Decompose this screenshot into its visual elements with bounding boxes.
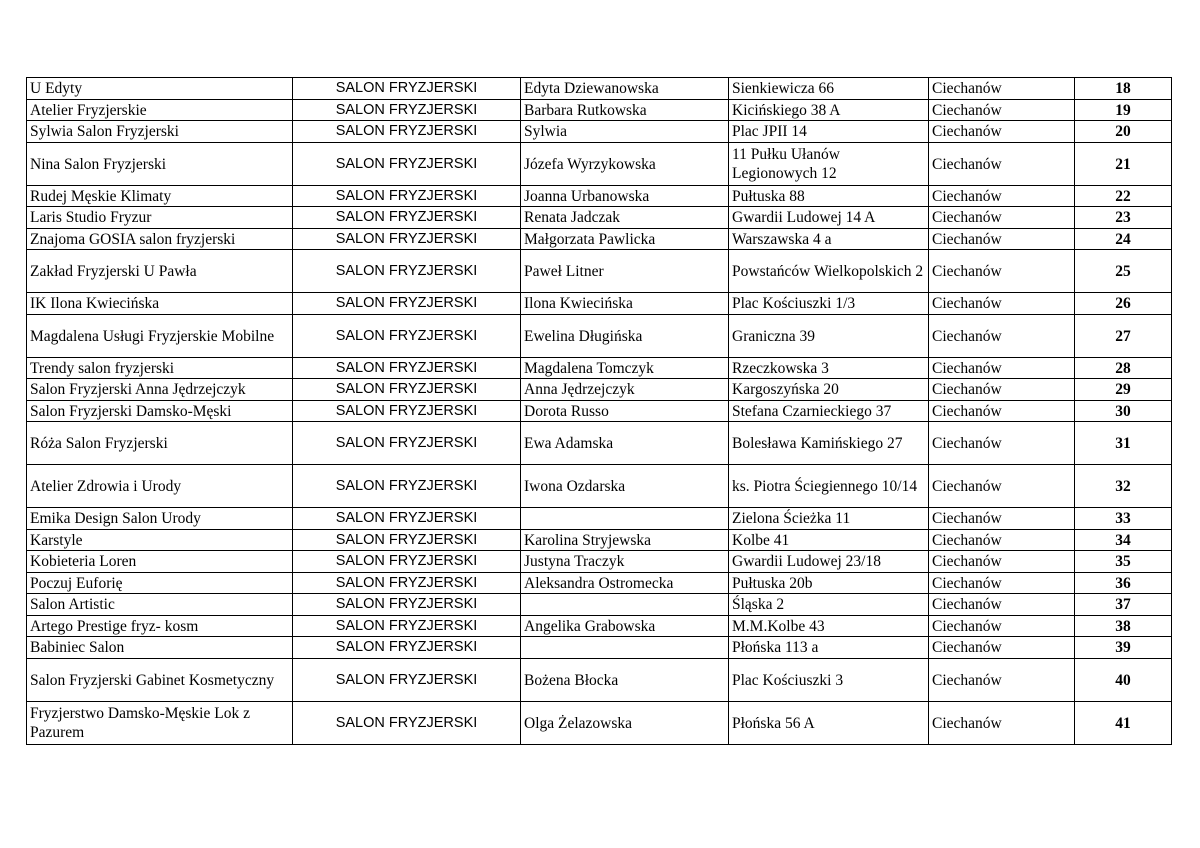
table-row xyxy=(27,701,1172,744)
owner-cell: Paweł Litner xyxy=(521,250,729,293)
salon-type-cell: SALON FRYZJERSKI xyxy=(293,314,521,357)
city-cell: Ciechanów xyxy=(929,379,1075,401)
city-cell: Ciechanów xyxy=(929,529,1075,551)
salon-type-cell: SALON FRYZJERSKI xyxy=(293,121,521,143)
address-cell: Plac Kościuszki 1/3 xyxy=(729,293,929,315)
salon-name-cell: Artego Prestige fryz- kosm xyxy=(27,615,293,637)
address-cell: Gwardii Ludowej 23/18 xyxy=(729,551,929,573)
number-cell: 27 xyxy=(1075,314,1172,357)
number-cell: 40 xyxy=(1075,658,1172,701)
city-cell: Ciechanów xyxy=(929,207,1075,229)
number-cell: 18 xyxy=(1075,78,1172,100)
city-cell: Ciechanów xyxy=(929,250,1075,293)
salon-type-cell: SALON FRYZJERSKI xyxy=(293,99,521,121)
number-cell: 26 xyxy=(1075,293,1172,315)
address-cell: Gwardii Ludowej 14 A xyxy=(729,207,929,229)
address-cell: Powstańców Wielkopolskich 2 xyxy=(729,250,929,293)
number-cell: 19 xyxy=(1075,99,1172,121)
address-cell: 11 Pułku Ułanów Legionowych 12 xyxy=(729,142,929,185)
salon-name-cell: U Edyty xyxy=(27,78,293,100)
number-cell: 31 xyxy=(1075,422,1172,465)
city-cell: Ciechanów xyxy=(929,400,1075,422)
address-cell: Kargoszyńska 20 xyxy=(729,379,929,401)
table-row xyxy=(27,185,1172,207)
number-cell: 24 xyxy=(1075,228,1172,250)
number-cell: 25 xyxy=(1075,250,1172,293)
city-cell: Ciechanów xyxy=(929,508,1075,530)
address-cell: ks. Piotra Ściegiennego 10/14 xyxy=(729,465,929,508)
table-row xyxy=(27,379,1172,401)
address-cell: Kicińskiego 38 A xyxy=(729,99,929,121)
salon-type-cell: SALON FRYZJERSKI xyxy=(293,465,521,508)
number-cell: 29 xyxy=(1075,379,1172,401)
owner-cell: Magdalena Tomczyk xyxy=(521,357,729,379)
city-cell: Ciechanów xyxy=(929,658,1075,701)
city-cell: Ciechanów xyxy=(929,572,1075,594)
city-cell: Ciechanów xyxy=(929,185,1075,207)
address-cell: Plac JPII 14 xyxy=(729,121,929,143)
address-cell: Płońska 56 A xyxy=(729,701,929,744)
city-cell: Ciechanów xyxy=(929,615,1075,637)
owner-cell: Edyta Dziewanowska xyxy=(521,78,729,100)
owner-cell: Iwona Ozdarska xyxy=(521,465,729,508)
address-cell: Warszawska 4 a xyxy=(729,228,929,250)
table-row xyxy=(27,594,1172,616)
address-cell: Kolbe 41 xyxy=(729,529,929,551)
owner-cell: Dorota Russo xyxy=(521,400,729,422)
number-cell: 28 xyxy=(1075,357,1172,379)
owner-cell: Barbara Rutkowska xyxy=(521,99,729,121)
table-row xyxy=(27,551,1172,573)
owner-cell: Anna Jędrzejczyk xyxy=(521,379,729,401)
salon-type-cell: SALON FRYZJERSKI xyxy=(293,551,521,573)
salon-name-cell: Karstyle xyxy=(27,529,293,551)
salon-name-cell: Trendy salon fryzjerski xyxy=(27,357,293,379)
salon-table-body xyxy=(27,78,1172,745)
owner-cell: Małgorzata Pawlicka xyxy=(521,228,729,250)
address-cell: M.M.Kolbe 43 xyxy=(729,615,929,637)
table-row xyxy=(27,121,1172,143)
city-cell: Ciechanów xyxy=(929,594,1075,616)
number-cell: 21 xyxy=(1075,142,1172,185)
salon-name-cell: Salon Artistic xyxy=(27,594,293,616)
salon-name-cell: Salon Fryzjerski Damsko-Męski xyxy=(27,400,293,422)
number-cell: 38 xyxy=(1075,615,1172,637)
address-cell: Rzeczkowska 3 xyxy=(729,357,929,379)
salon-name-cell: Salon Fryzjerski Anna Jędrzejczyk xyxy=(27,379,293,401)
table-row xyxy=(27,314,1172,357)
salon-name-cell: Fryzjerstwo Damsko-Męskie Lok z Pazurem xyxy=(27,701,293,744)
salon-name-cell: Babiniec Salon xyxy=(27,637,293,659)
city-cell: Ciechanów xyxy=(929,228,1075,250)
address-cell: Zielona Ścieżka 11 xyxy=(729,508,929,530)
owner-cell: Ewelina Długińska xyxy=(521,314,729,357)
city-cell: Ciechanów xyxy=(929,99,1075,121)
salon-type-cell: SALON FRYZJERSKI xyxy=(293,594,521,616)
salon-type-cell: SALON FRYZJERSKI xyxy=(293,400,521,422)
table-row xyxy=(27,78,1172,100)
table-row xyxy=(27,615,1172,637)
owner-cell xyxy=(521,594,729,616)
number-cell: 30 xyxy=(1075,400,1172,422)
city-cell: Ciechanów xyxy=(929,357,1075,379)
owner-cell: Renata Jadczak xyxy=(521,207,729,229)
table-row xyxy=(27,529,1172,551)
salon-type-cell: SALON FRYZJERSKI xyxy=(293,658,521,701)
salon-type-cell: SALON FRYZJERSKI xyxy=(293,422,521,465)
salon-type-cell: SALON FRYZJERSKI xyxy=(293,379,521,401)
number-cell: 37 xyxy=(1075,594,1172,616)
number-cell: 41 xyxy=(1075,701,1172,744)
salon-name-cell: Nina Salon Fryzjerski xyxy=(27,142,293,185)
salon-name-cell: Kobieteria Loren xyxy=(27,551,293,573)
city-cell: Ciechanów xyxy=(929,701,1075,744)
owner-cell: Aleksandra Ostromecka xyxy=(521,572,729,594)
table-row xyxy=(27,422,1172,465)
salon-type-cell: SALON FRYZJERSKI xyxy=(293,357,521,379)
number-cell: 39 xyxy=(1075,637,1172,659)
salon-name-cell: Poczuj Euforię xyxy=(27,572,293,594)
owner-cell: Angelika Grabowska xyxy=(521,615,729,637)
salon-type-cell: SALON FRYZJERSKI xyxy=(293,185,521,207)
table-row xyxy=(27,400,1172,422)
address-cell: Płońska 113 a xyxy=(729,637,929,659)
table-row xyxy=(27,637,1172,659)
salon-type-cell: SALON FRYZJERSKI xyxy=(293,637,521,659)
city-cell: Ciechanów xyxy=(929,465,1075,508)
salon-type-cell: SALON FRYZJERSKI xyxy=(293,293,521,315)
owner-cell xyxy=(521,637,729,659)
city-cell: Ciechanów xyxy=(929,78,1075,100)
table-row xyxy=(27,357,1172,379)
table-row xyxy=(27,293,1172,315)
number-cell: 22 xyxy=(1075,185,1172,207)
salon-type-cell: SALON FRYZJERSKI xyxy=(293,228,521,250)
salon-type-cell: SALON FRYZJERSKI xyxy=(293,508,521,530)
owner-cell: Ewa Adamska xyxy=(521,422,729,465)
salon-name-cell: Magdalena Usługi Fryzjerskie Mobilne xyxy=(27,314,293,357)
salon-type-cell: SALON FRYZJERSKI xyxy=(293,701,521,744)
salon-type-cell: SALON FRYZJERSKI xyxy=(293,78,521,100)
address-cell: Bolesława Kamińskiego 27 xyxy=(729,422,929,465)
city-cell: Ciechanów xyxy=(929,551,1075,573)
owner-cell: Karolina Stryjewska xyxy=(521,529,729,551)
number-cell: 36 xyxy=(1075,572,1172,594)
address-cell: Sienkiewicza 66 xyxy=(729,78,929,100)
salon-name-cell: IK Ilona Kwiecińska xyxy=(27,293,293,315)
owner-cell: Justyna Traczyk xyxy=(521,551,729,573)
owner-cell: Józefa Wyrzykowska xyxy=(521,142,729,185)
city-cell: Ciechanów xyxy=(929,293,1075,315)
address-cell: Plac Kościuszki 3 xyxy=(729,658,929,701)
table-row xyxy=(27,572,1172,594)
table-row xyxy=(27,250,1172,293)
owner-cell: Olga Żelazowska xyxy=(521,701,729,744)
number-cell: 34 xyxy=(1075,529,1172,551)
salon-name-cell: Atelier Fryzjerskie xyxy=(27,99,293,121)
number-cell: 20 xyxy=(1075,121,1172,143)
salon-type-cell: SALON FRYZJERSKI xyxy=(293,207,521,229)
number-cell: 32 xyxy=(1075,465,1172,508)
city-cell: Ciechanów xyxy=(929,142,1075,185)
owner-cell: Bożena Błocka xyxy=(521,658,729,701)
salon-name-cell: Salon Fryzjerski Gabinet Kosmetyczny xyxy=(27,658,293,701)
address-cell: Pułtuska 20b xyxy=(729,572,929,594)
address-cell: Śląska 2 xyxy=(729,594,929,616)
table-row xyxy=(27,99,1172,121)
address-cell: Pułtuska 88 xyxy=(729,185,929,207)
salon-name-cell: Emika Design Salon Urody xyxy=(27,508,293,530)
number-cell: 33 xyxy=(1075,508,1172,530)
city-cell: Ciechanów xyxy=(929,637,1075,659)
table-row xyxy=(27,465,1172,508)
salon-name-cell: Znajoma GOSIA salon fryzjerski xyxy=(27,228,293,250)
table-row xyxy=(27,207,1172,229)
table-row xyxy=(27,508,1172,530)
salon-name-cell: Atelier Zdrowia i Urody xyxy=(27,465,293,508)
city-cell: Ciechanów xyxy=(929,422,1075,465)
table-row xyxy=(27,228,1172,250)
number-cell: 35 xyxy=(1075,551,1172,573)
salon-table xyxy=(26,77,1172,745)
salon-type-cell: SALON FRYZJERSKI xyxy=(293,615,521,637)
address-cell: Graniczna 39 xyxy=(729,314,929,357)
salon-name-cell: Rudej Męskie Klimaty xyxy=(27,185,293,207)
salon-type-cell: SALON FRYZJERSKI xyxy=(293,142,521,185)
owner-cell: Sylwia xyxy=(521,121,729,143)
owner-cell xyxy=(521,508,729,530)
owner-cell: Ilona Kwiecińska xyxy=(521,293,729,315)
salon-name-cell: Laris Studio Fryzur xyxy=(27,207,293,229)
salon-type-cell: SALON FRYZJERSKI xyxy=(293,529,521,551)
salon-name-cell: Róża Salon Fryzjerski xyxy=(27,422,293,465)
city-cell: Ciechanów xyxy=(929,121,1075,143)
salon-type-cell: SALON FRYZJERSKI xyxy=(293,572,521,594)
table-row xyxy=(27,658,1172,701)
table-row xyxy=(27,142,1172,185)
number-cell: 23 xyxy=(1075,207,1172,229)
address-cell: Stefana Czarnieckiego 37 xyxy=(729,400,929,422)
salon-type-cell: SALON FRYZJERSKI xyxy=(293,250,521,293)
salon-name-cell: Sylwia Salon Fryzjerski xyxy=(27,121,293,143)
city-cell: Ciechanów xyxy=(929,314,1075,357)
owner-cell: Joanna Urbanowska xyxy=(521,185,729,207)
salon-name-cell: Zakład Fryzjerski U Pawła xyxy=(27,250,293,293)
